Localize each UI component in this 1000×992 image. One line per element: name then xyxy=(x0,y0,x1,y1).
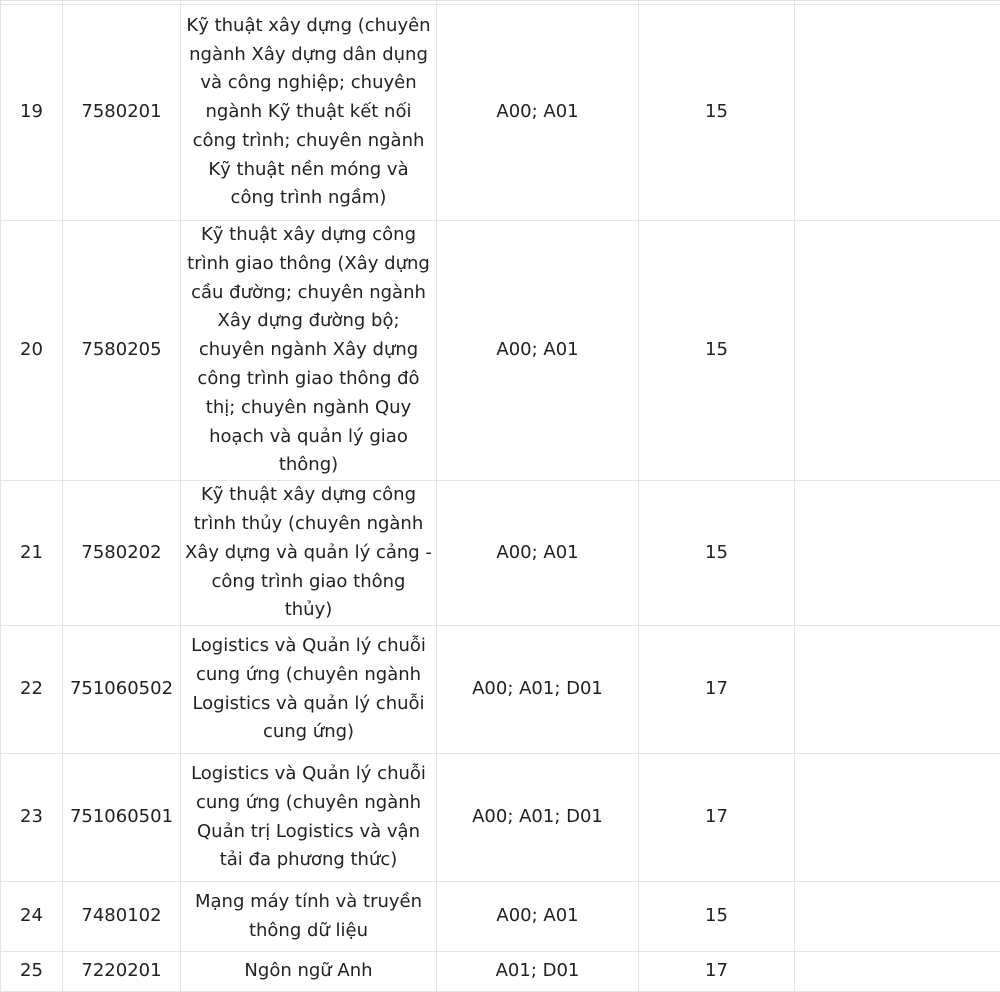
cell-no: 19 xyxy=(1,5,63,221)
cell-no: 20 xyxy=(1,221,63,481)
cell-code: 751060501 xyxy=(63,754,181,882)
cell-no: 25 xyxy=(1,952,63,992)
cell-score: 17 xyxy=(639,626,795,754)
cell-combos: A00; A01; D01 xyxy=(437,626,639,754)
cell-note xyxy=(795,221,1000,481)
cell-name: Mạng máy tính và truyền thông dữ liệu xyxy=(181,882,437,952)
table-row xyxy=(1,754,1000,882)
cell-score: 15 xyxy=(639,481,795,626)
cell-note xyxy=(795,882,1000,952)
cell-score: 15 xyxy=(639,221,795,481)
cell-note xyxy=(795,626,1000,754)
cell-name: Kỹ thuật xây dựng công trình giao thông (Xây dựng cầu đường; chuyên ngành Xây dựng đường bộ; chuyên ngành Xây dựng công trình giao thông đô thị; chuyên ngành Quy hoạch và quản lý giao thông) xyxy=(181,221,437,481)
cell-combos: A01; D01 xyxy=(437,952,639,992)
cell-score: 17 xyxy=(639,754,795,882)
cell-no: 23 xyxy=(1,754,63,882)
cell-code: 7580202 xyxy=(63,481,181,626)
cell-note xyxy=(795,5,1000,221)
cell-no: 24 xyxy=(1,882,63,952)
cell-no: 21 xyxy=(1,481,63,626)
table-row xyxy=(1,221,1000,481)
cell-code: 7580205 xyxy=(63,221,181,481)
cell-note xyxy=(795,481,1000,626)
table-row xyxy=(1,952,1000,992)
cell-note xyxy=(795,754,1000,882)
table-row xyxy=(1,626,1000,754)
table-row xyxy=(1,481,1000,626)
cell-name: Ngôn ngữ Anh xyxy=(181,952,437,992)
cell-code: 7580201 xyxy=(63,5,181,221)
cell-no: 22 xyxy=(1,626,63,754)
table-row xyxy=(1,5,1000,221)
cell-code: 7480102 xyxy=(63,882,181,952)
cell-name: Logistics và Quản lý chuỗi cung ứng (chuyên ngành Logistics và quản lý chuỗi cung ứng) xyxy=(181,626,437,754)
cell-code: 7220201 xyxy=(63,952,181,992)
cell-name: Kỹ thuật xây dựng công trình thủy (chuyên ngành Xây dựng và quản lý cảng - công trình giao thông thủy) xyxy=(181,481,437,626)
cell-name: Kỹ thuật xây dựng (chuyên ngành Xây dựng dân dụng và công nghiệp; chuyên ngành Kỹ thuật kết nối công trình; chuyên ngành Kỹ thuật nền móng và công trình ngầm) xyxy=(181,5,437,221)
cell-note xyxy=(795,952,1000,992)
cell-combos: A00; A01 xyxy=(437,481,639,626)
cell-combos: A00; A01; D01 xyxy=(437,754,639,882)
cell-score: 15 xyxy=(639,5,795,221)
cell-name: Logistics và Quản lý chuỗi cung ứng (chuyên ngành Quản trị Logistics và vận tải đa phương thức) xyxy=(181,754,437,882)
cell-combos: A00; A01 xyxy=(437,5,639,221)
cell-score: 17 xyxy=(639,952,795,992)
table-row xyxy=(1,882,1000,952)
cell-combos: A00; A01 xyxy=(437,882,639,952)
cell-code: 751060502 xyxy=(63,626,181,754)
cell-score: 15 xyxy=(639,882,795,952)
cell-combos: A00; A01 xyxy=(437,221,639,481)
